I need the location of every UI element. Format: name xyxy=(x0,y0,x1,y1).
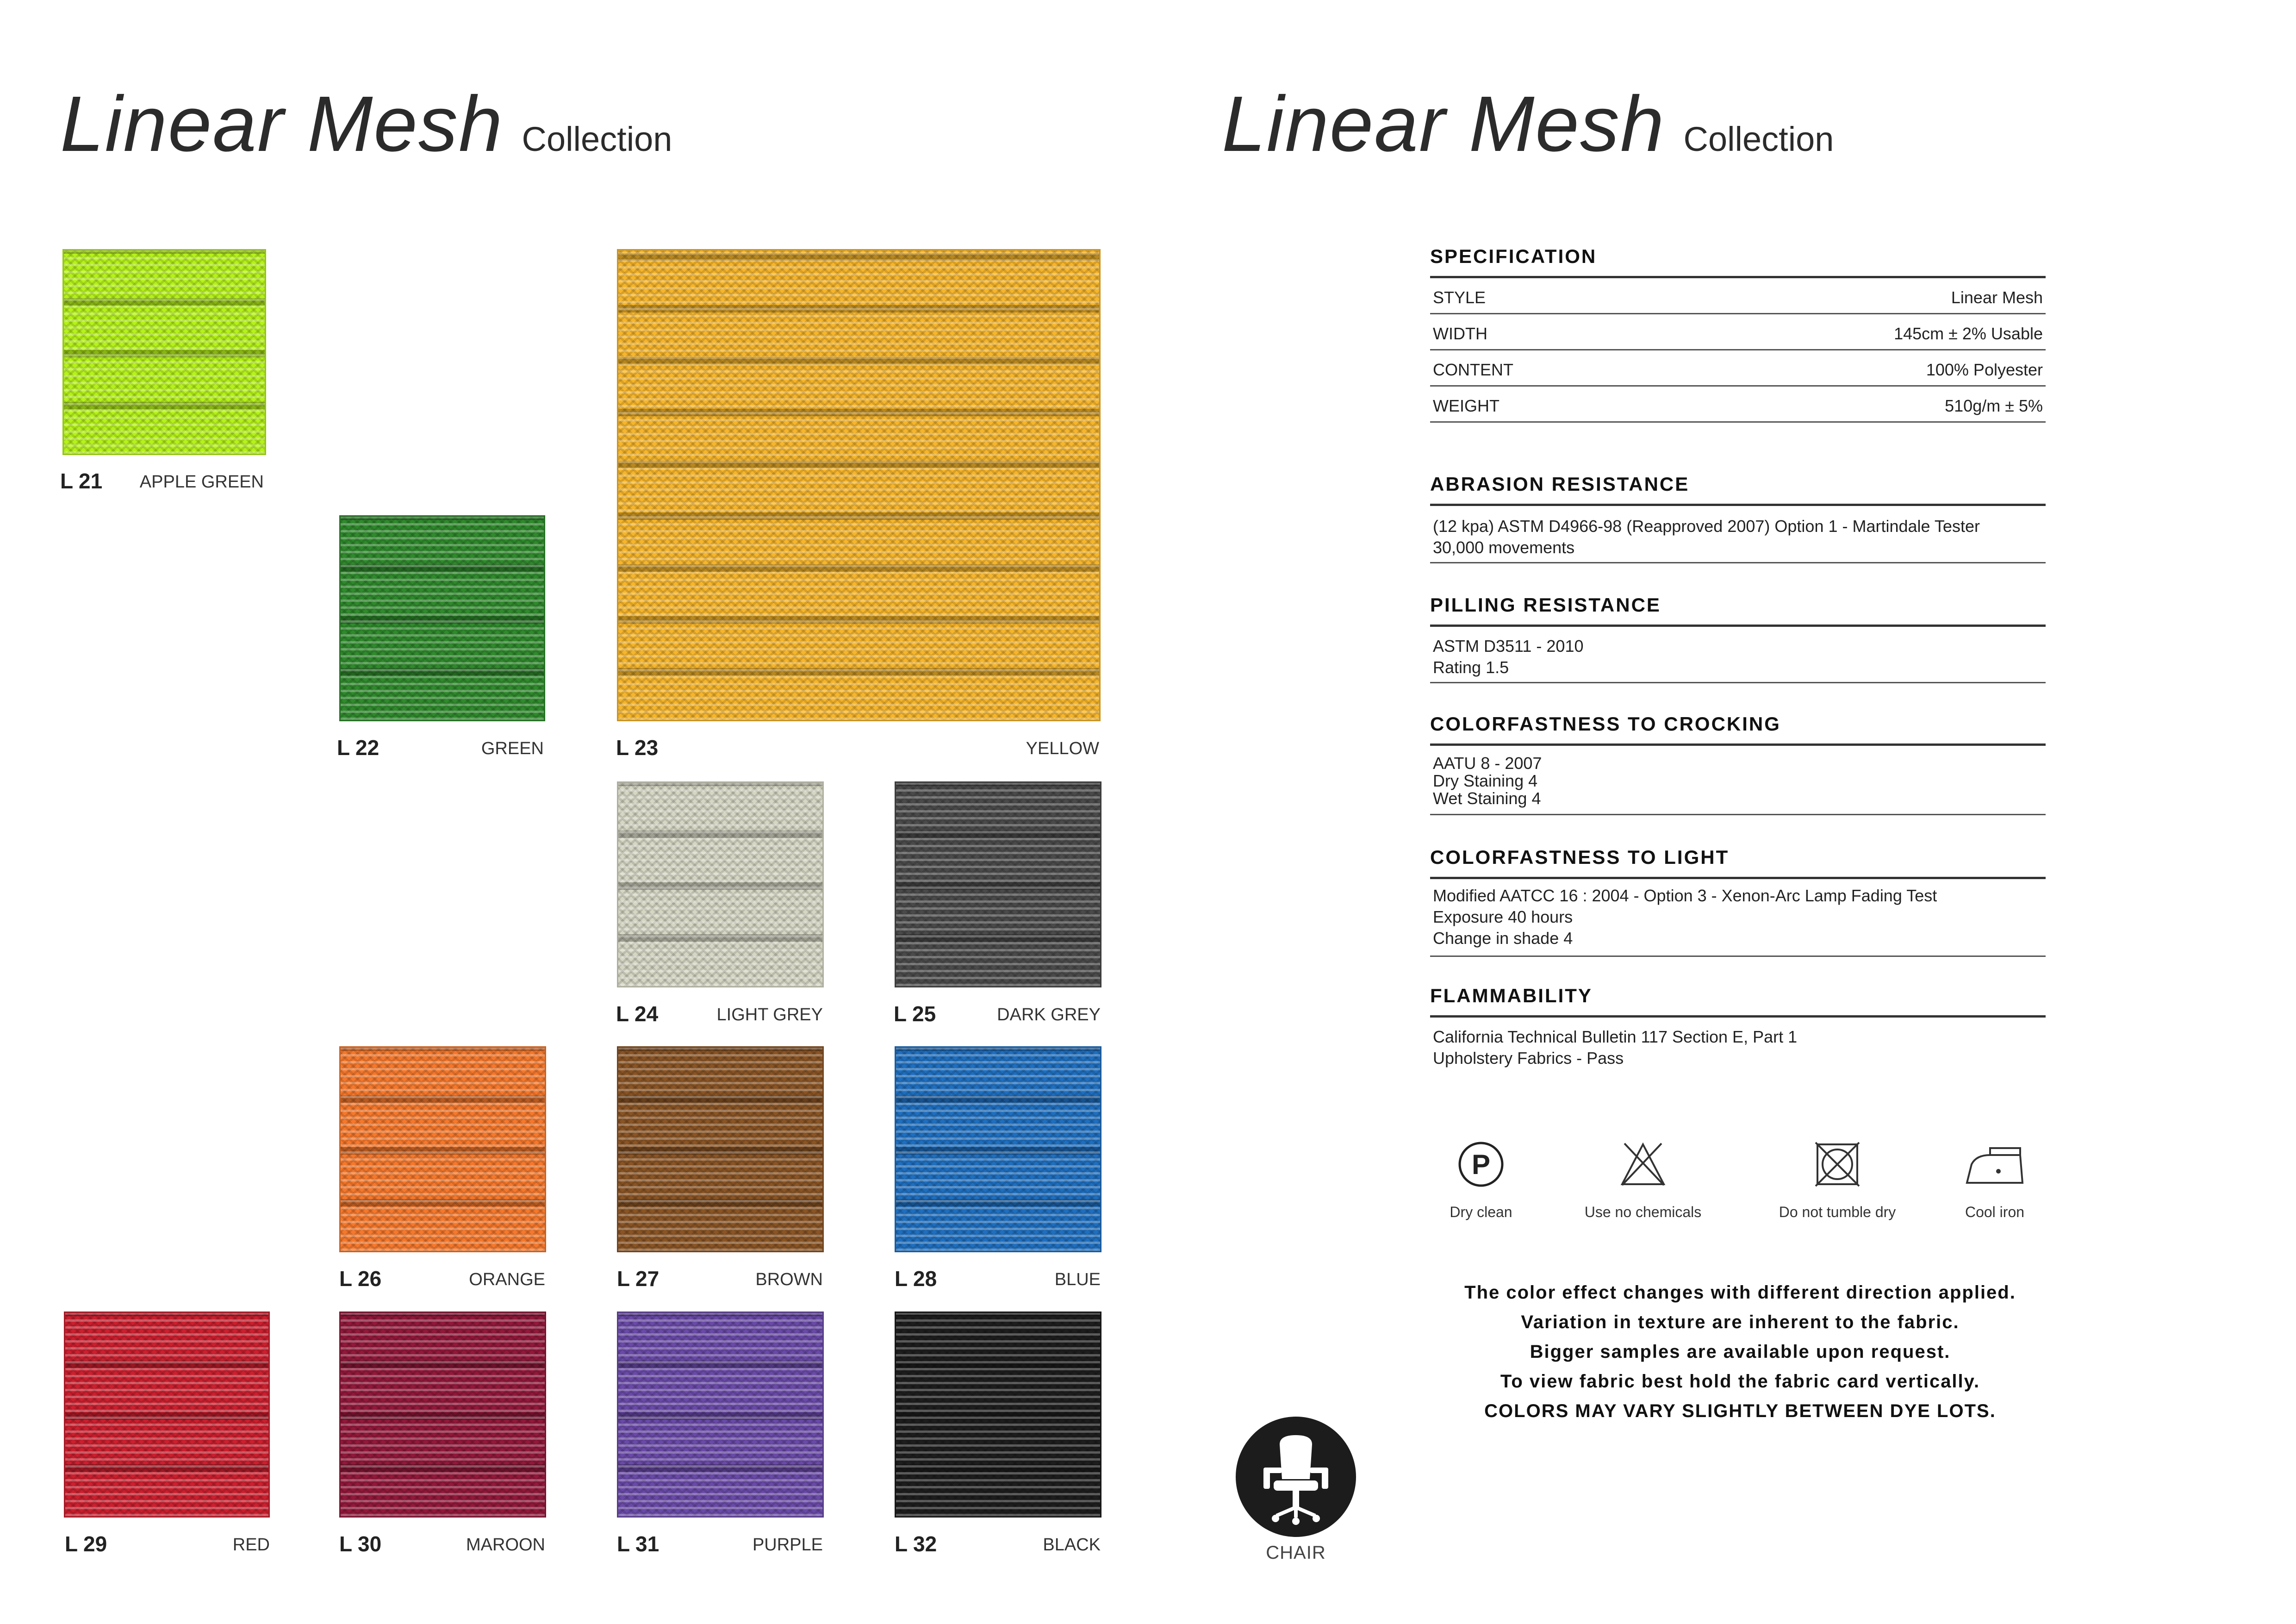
swatch-l22 xyxy=(339,515,545,721)
section-line: Rating 1.5 xyxy=(1433,658,1509,677)
swatch-code: L 21 xyxy=(60,469,103,493)
section-rule xyxy=(1430,682,2046,683)
no-chemicals-icon xyxy=(1618,1139,1668,1190)
section-heading: FLAMMABILITY xyxy=(1430,985,1593,1006)
section-line: AATU 8 - 2007 xyxy=(1433,754,1542,773)
page-title-right xyxy=(1222,79,1834,169)
swatch-code: L 22 xyxy=(337,736,380,760)
light-section xyxy=(1430,846,2046,967)
care-no-chemicals xyxy=(1564,1139,1722,1221)
section-line: Upholstery Fabrics - Pass xyxy=(1433,1049,1624,1068)
swatch-code: L 27 xyxy=(617,1267,660,1291)
spec-value: 510g/m ± 5% xyxy=(1945,396,2043,415)
spec-label: CONTENT xyxy=(1433,360,1513,379)
swatch-code: L 30 xyxy=(339,1532,382,1556)
spec-value: Linear Mesh xyxy=(1951,288,2043,307)
section-line: 30,000 movements xyxy=(1433,538,1575,557)
chair-label: CHAIR xyxy=(1266,1543,1326,1563)
heading-rule xyxy=(1430,743,2046,746)
swatch-code: L 25 xyxy=(894,1002,936,1026)
title-sub: Collection xyxy=(1683,120,1834,158)
note-line: Bigger samples are available upon request. xyxy=(1530,1342,1951,1362)
swatch-name: GREEN xyxy=(481,739,544,758)
row-rule xyxy=(1430,313,2046,314)
swatch-code: L 31 xyxy=(617,1532,660,1556)
swatch-l27 xyxy=(617,1046,824,1252)
spec-value: 145cm ± 2% Usable xyxy=(1894,324,2043,343)
section-line: (12 kpa) ASTM D4966-98 (Reapproved 2007) Option 1 - Martindale Tester xyxy=(1433,517,1980,536)
care-no-tumble-dry xyxy=(1754,1139,1921,1221)
section-line: ASTM D3511 - 2010 xyxy=(1433,637,1584,656)
swatch-l24 xyxy=(617,781,824,987)
care-label: Cool iron xyxy=(1965,1204,2025,1220)
row-rule xyxy=(1430,385,2046,387)
chair-badge xyxy=(1236,1417,1356,1537)
section-heading: PILLING RESISTANCE xyxy=(1430,594,1661,616)
no-tumble-dry-icon xyxy=(1812,1139,1863,1190)
spec-label: WIDTH xyxy=(1433,324,1487,343)
spec-label: WEIGHT xyxy=(1433,396,1500,415)
swatch-code: L 26 xyxy=(339,1267,382,1291)
chair-icon xyxy=(1236,1417,1356,1537)
section-heading: COLORFASTNESS TO LIGHT xyxy=(1430,846,1730,868)
heading-rule xyxy=(1430,276,2046,278)
section-heading: SPECIFICATION xyxy=(1430,245,1597,267)
swatch-code: L 23 xyxy=(616,736,659,760)
swatch-l32 xyxy=(895,1312,1101,1518)
pilling-resistance-section xyxy=(1430,594,2046,687)
section-line: Exposure 40 hours xyxy=(1433,907,1573,926)
section-heading: ABRASION RESISTANCE xyxy=(1430,473,1690,495)
section-rule xyxy=(1430,562,2046,563)
section-rule xyxy=(1430,814,2046,815)
swatch-code: L 29 xyxy=(65,1532,107,1556)
page-title-left xyxy=(60,79,672,169)
swatch-name: DARK GREY xyxy=(997,1005,1101,1024)
section-line: California Technical Bulletin 117 Section E, Part 1 xyxy=(1433,1027,1798,1046)
swatch-name: ORANGE xyxy=(469,1270,545,1289)
note-line: The color effect changes with different direction applied. xyxy=(1464,1282,2016,1303)
title-sub: Collection xyxy=(522,120,672,158)
swatch-l25 xyxy=(895,781,1101,987)
care-label: Use no chemicals xyxy=(1584,1204,1702,1220)
heading-rule xyxy=(1430,1015,2046,1018)
note-line: Variation in texture are inherent to the fabric. xyxy=(1521,1312,1960,1332)
swatch-l29 xyxy=(64,1312,270,1518)
swatch-l26 xyxy=(339,1046,546,1252)
heading-rule xyxy=(1430,504,2046,506)
row-rule xyxy=(1430,349,2046,350)
crocking-section xyxy=(1430,713,2046,824)
care-label: Dry clean xyxy=(1450,1204,1512,1220)
section-line: Dry Staining 4 xyxy=(1433,771,1538,790)
swatch-l21 xyxy=(62,249,266,455)
swatch-code: L 28 xyxy=(895,1267,937,1291)
spec-label: STYLE xyxy=(1433,288,1486,307)
swatch-name: PURPLE xyxy=(752,1535,823,1555)
swatch-l30 xyxy=(339,1312,546,1518)
swatch-name: LIGHT GREY xyxy=(716,1005,823,1024)
cool-iron-icon xyxy=(1962,1139,2027,1190)
swatch-l28 xyxy=(895,1046,1101,1252)
flammability-section xyxy=(1430,985,2046,1077)
section-line: Wet Staining 4 xyxy=(1433,789,1541,808)
row-rule xyxy=(1430,421,2046,423)
swatch-name: BLACK xyxy=(1043,1535,1101,1555)
dry-clean-symbol: P xyxy=(1471,1149,1491,1180)
specification-table xyxy=(1430,245,2046,431)
swatch-l23 xyxy=(617,249,1101,721)
note-line: COLORS MAY VARY SLIGHTLY BETWEEN DYE LOTS. xyxy=(1484,1401,1996,1421)
heading-rule xyxy=(1430,877,2046,879)
title-main: Linear Mesh xyxy=(1222,80,1665,168)
fabric-notes xyxy=(1416,1278,2064,1426)
care-cool-iron xyxy=(1935,1139,2055,1221)
swatch-l31 xyxy=(617,1312,824,1518)
note-line: To view fabric best hold the fabric card vertically. xyxy=(1500,1371,1980,1392)
swatch-code: L 32 xyxy=(895,1532,937,1556)
section-line: Change in shade 4 xyxy=(1433,929,1573,948)
spec-value: 100% Polyester xyxy=(1926,360,2043,379)
abrasion-resistance-section xyxy=(1430,473,2046,566)
dry-clean-icon xyxy=(1456,1139,1506,1190)
section-line: Modified AATCC 16 : 2004 - Option 3 - Xenon-Arc Lamp Fading Test xyxy=(1433,886,1937,905)
swatch-code: L 24 xyxy=(616,1002,659,1026)
title-main: Linear Mesh xyxy=(60,80,504,168)
swatch-name: MAROON xyxy=(466,1535,545,1555)
care-label: Do not tumble dry xyxy=(1779,1204,1896,1220)
heading-rule xyxy=(1430,625,2046,627)
care-dry-clean xyxy=(1421,1139,1541,1221)
swatch-name: BROWN xyxy=(755,1270,823,1289)
swatch-name: APPLE GREEN xyxy=(139,472,264,492)
swatch-name: RED xyxy=(232,1535,270,1555)
section-rule xyxy=(1430,956,2046,957)
swatch-name: YELLOW xyxy=(1026,739,1099,758)
section-heading: COLORFASTNESS TO CROCKING xyxy=(1430,713,1781,735)
swatch-name: BLUE xyxy=(1054,1270,1101,1289)
